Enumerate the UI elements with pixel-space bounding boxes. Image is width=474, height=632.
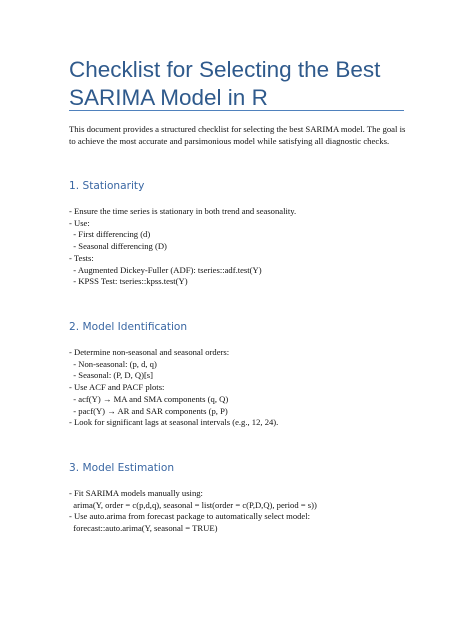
list-item: - Ensure the time series is stationary in both trend and seasonality.: [69, 206, 297, 216]
title-underline: [69, 110, 404, 111]
list-item: - First differencing (d): [69, 229, 151, 240]
list-item: - acf(Y) → MA and SMA components (q, Q): [69, 393, 229, 404]
section-list-stationarity: [69, 206, 429, 288]
list-item: - Use auto.arima from forecast package to automatically select model:: [69, 511, 311, 522]
list-item: - Determine non-seasonal and seasonal orders:: [69, 347, 230, 357]
section-heading-model-estimation: 3. Model Estimation: [69, 462, 175, 474]
list-item: - Use ACF and PACF plots:: [69, 382, 165, 393]
list-item: - Use:: [69, 217, 90, 228]
list-item: - Augmented Dickey-Fuller (ADF): tseries::adf.test(Y): [69, 264, 262, 275]
section-list-model-estimation: [69, 488, 429, 535]
list-item: arima(Y, order = c(p,d,q), seasonal = list(order = c(P,D,Q), period = s)): [69, 499, 317, 510]
list-item: forecast::auto.arima(Y, seasonal = TRUE): [69, 523, 218, 534]
section-heading-model-identification: 2. Model Identification: [69, 321, 188, 333]
list-item: - Look for significant lags at seasonal intervals (e.g., 12, 24).: [69, 417, 279, 428]
list-item: - KPSS Test: tseries::kpss.test(Y): [69, 276, 188, 287]
list-item: - Non-seasonal: (p, d, q): [69, 358, 157, 369]
list-item: - pacf(Y) → AR and SAR components (p, P): [69, 405, 228, 416]
list-item: - Seasonal differencing (D): [69, 241, 167, 252]
list-item: - Seasonal: (P, D, Q)[s]: [69, 370, 154, 381]
list-item: - Fit SARIMA models manually using:: [69, 488, 203, 498]
document-title: Checklist for Selecting the Best SARIMA Model in R: [69, 57, 381, 110]
list-item: - Tests:: [69, 252, 94, 263]
section-list-model-identification: [69, 347, 429, 429]
intro-paragraph: This document provides a structured checklist for selecting the best SARIMA model. The goal is to achieve the most accurate and parsimonious model while satisfying all diagnostic checks.: [69, 124, 406, 146]
section-heading-stationarity: 1. Stationarity: [69, 180, 145, 192]
